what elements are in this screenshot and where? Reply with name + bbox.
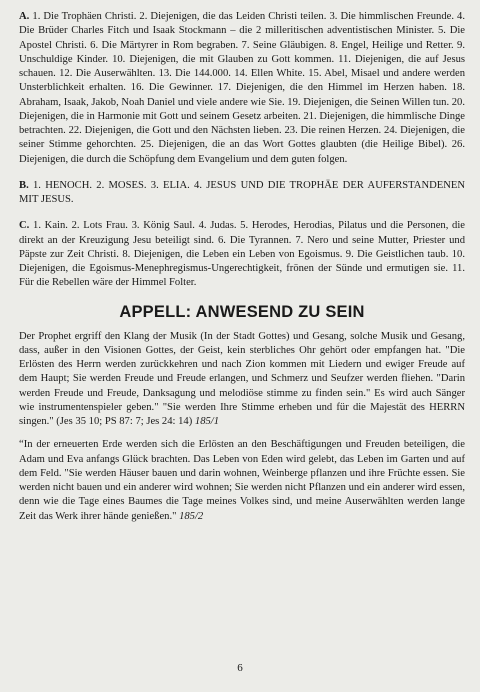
section-a-label: A. xyxy=(19,11,30,22)
section-c-text: 1. Kain. 2. Lots Frau. 3. König Saul. 4. Judas. 5. Herodes, Herodias, Pilatus und die Personen, die direkt an der Kreuzigung Jesu beteiligt sind. 6. Die Tyrannen. 7. Nero und seine Mutter, Priester und Päpste zur Zeit Christi. 8. Diejenigen, die Leben ein Leben von Egoismus. 9. Die Geistlichen taub. 10. Diejenigen, die Egoismus-Menephregismus-Ungerechtigkeit, frönen der Sünde und ermutigen sie. 11. Für die Rebellen wäre der Himmel Folter. xyxy=(19,220,465,289)
paragraph-2 xyxy=(19,438,465,524)
page-number: 6 xyxy=(237,662,243,674)
section-b-paragraph xyxy=(19,179,465,208)
section-c xyxy=(19,219,465,290)
paragraph-2-body xyxy=(19,438,465,524)
paragraph-1 xyxy=(19,330,465,430)
paragraph-2-text: “In der erneuerten Erde werden sich die Erlösten an den Beschäftigungen und Freuden beteiligen, die Adam und Eva anfangs Glück brachten. Das Leben von Eden wird gelebt, das Leben im Garten und auf dem Feld. "Sie werden Häuser bauen und darin wohnen, Weinberge pflanzen und ihre Früchte essen. Sie werden nicht bauen und ein anderer wird wohnen; Sie werden nicht Pflanzen und ein anderer wird essen, denn wie die Tage eines Baumes die Tage meines Volkes sind, und meine Auserwählten werden lange Zeit das Werk ihrer hände genießen." xyxy=(19,439,465,522)
section-c-label: C. xyxy=(19,220,30,232)
paragraph-1-text: Der Prophet ergriff den Klang der Musik (In der Stadt Gottes) und Gesang, solche Musik und Gesang, dass, außer in den Visionen Gottes, der Geist, kein sterbliches Ohr gehört oder empfangen hat. "Die Erlösten des Herrn werden zurückkehren und nach Zion kommen mit Liedern und ewiger Freude auf dem Haupt; Sie werden Freude und Freude erlangen, und Schmerz und Seufzer werden fliehen. "Darin werden Freude und Freude, Danksagung und melodiöse stimme zu finden sein." Es wird auch Sänger wie instrumentenspieler geben." "Sie werden Ihre Stimme erheben und für die Majestät des HERRN singen." (Jes 35 10; PS 87: 7; Jes 24: 14) xyxy=(19,330,465,427)
paragraph-1-reference: 185/1 xyxy=(194,416,220,427)
paragraph-1-body xyxy=(19,330,465,430)
section-a-paragraph xyxy=(19,10,465,167)
appeal-heading: APPELL: ANWESEND ZU SEIN xyxy=(119,302,365,321)
paragraph-2-reference: 185/2 xyxy=(179,510,204,522)
section-b xyxy=(19,179,465,208)
section-b-label: B. xyxy=(19,179,29,191)
section-c-paragraph xyxy=(19,219,465,290)
section-b-text: 1. HENOCH. 2. MOSES. 3. ELIA. 4. JESUS UND DIE TROPHÄE DER AUFERSTANDENEN MIT JESUS. xyxy=(19,179,465,205)
section-a-text: 1. Die Trophäen Christi. 2. Diejenigen, die das Leiden Christi teilen. 3. Die himmlischen Freunde. 4. Die Brüder Charles Fitch und Isaak Stockmann – die 2 milleritischen adventistischen Minister. 5. Die Apostel Christi. 6. Die Märtyrer in Rom begraben. 7. Seine Gläubigen. 8. Engel, Heilige und Retter. 9. Unschuldige Kinder. 10. Diejenigen, die mit Glauben zu Gott kommen. 11. Diejenigen, die auf Jesus schauen. 12. Die Auserwählten. 13. Die 144.000. 14. Ellen White. 15. Abel, Misael und andere werden Unsterblichkeit erhalten. 16. Die Gewinner. 17. Diejenigen, die den Himmel im Herzen haben. 18. Abraham, Isaak, Jakob, Noah Daniel und viele andere wie Sie. 19. Diejenigen, die Seinen Willen tun. 20. Diejenigen, die in Harmonie mit Gott und seinem Gesetz arbeiten. 21. Diejenigen, die himmlische Dinge betrachten. 22. Diejenigen, die Gott und den Nächsten lieben. 23. Die reinen Herzen. 24. Diejenigen, die seiner Stimme gehorchten. 25. Diejenigen, die an das Wort Gottes glaubten (die Heilige Bibel). 26. Diejenigen, die durch die Schöpfung dem Evangelium und dem guten folgen. xyxy=(19,11,465,165)
section-a xyxy=(19,10,465,167)
